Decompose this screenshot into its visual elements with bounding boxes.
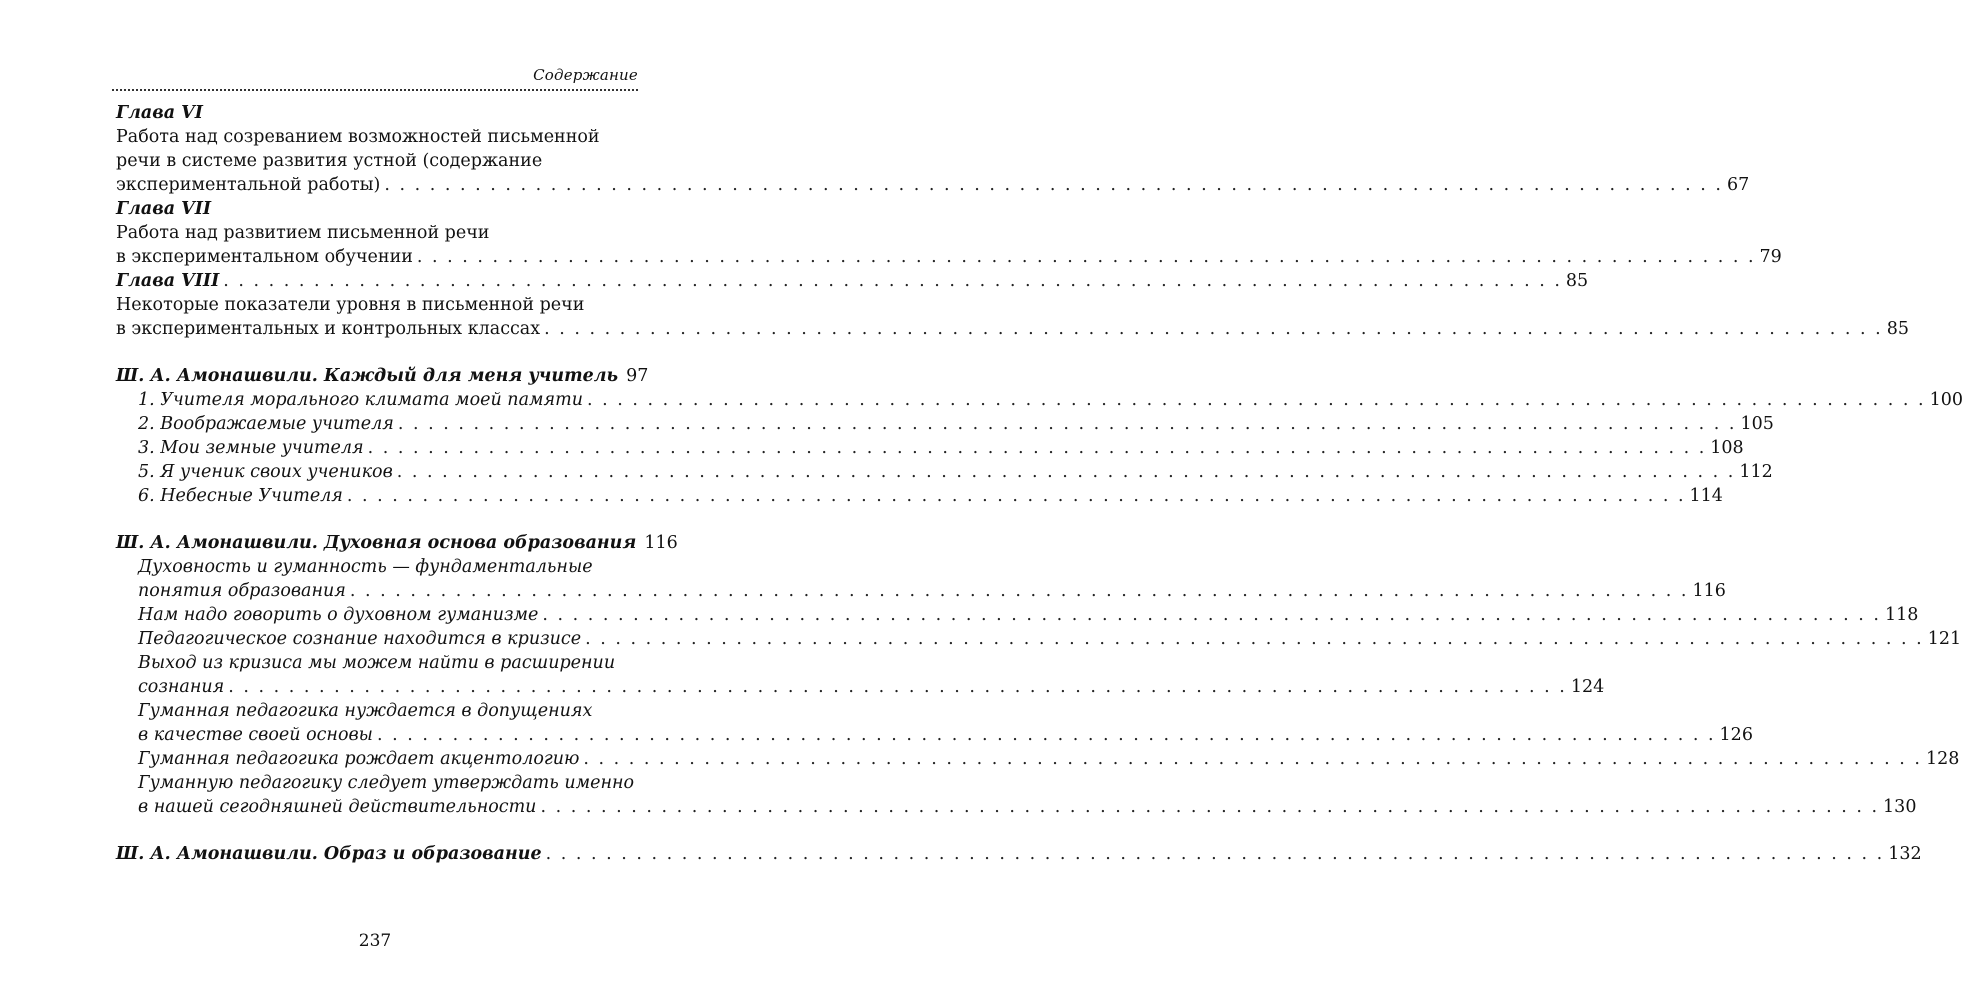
dot-leader [398,412,1737,436]
toc-entry-page: 116 [644,533,678,553]
dot-leader [417,245,1756,269]
toc-entry-title: в экспериментальных и контрольных классах [116,319,541,339]
toc-entry [116,460,1773,484]
toc-entry-page: 100 [1929,390,1963,410]
toc-entry-title: Педагогическое сознание находится в кризисе [138,629,582,649]
toc-entry [116,651,630,675]
toc-entry-title: Выход из кризиса мы можем найти в расширении [138,653,616,673]
dot-leader [350,579,1689,603]
toc-entry [116,723,1753,747]
toc-entry [116,197,630,221]
dot-leader [384,173,1723,197]
toc-entry-title: Работа над созреванием возможностей письменной [116,127,600,147]
dot-leader [583,747,1922,771]
toc-entry-page: 128 [1926,749,1960,769]
toc-entry-page: 67 [1727,175,1750,195]
toc-entry-title: 5. Я ученик своих учеников [138,462,393,482]
toc-entry [116,842,1922,866]
toc-entry-page: 116 [1692,581,1726,601]
toc-entry [116,531,678,555]
toc-entry [116,293,630,317]
toc-entry-title: в качестве своей основы [138,725,373,745]
toc-entry-title: понятия образования [138,581,346,601]
toc-entry-page: 121 [1927,629,1962,649]
table-of-contents [116,101,1963,866]
toc-entry [116,388,1963,412]
toc-entry-title: Работа над развитием письменной речи [116,223,490,243]
toc-entry-page: 114 [1689,486,1723,506]
toc-entry [116,675,1605,699]
toc-entry [116,269,1589,293]
toc-entry [116,245,1782,269]
toc-entry [116,555,630,579]
toc-entry [116,771,635,795]
toc-entry-title: 3. Мои земные учителя [138,438,364,458]
toc-entry [116,149,630,173]
toc-entry [116,173,1750,197]
toc-entry-page: 132 [1888,844,1922,864]
section-gap [116,341,630,364]
toc-entry-page: 105 [1740,414,1774,434]
dot-leader [228,675,1567,699]
toc-entry-title: в экспериментальном обучении [116,247,413,267]
section-gap [116,819,630,842]
toc-entry-title: Ш. А. Амонашвили. Каждый для меня учитель [116,366,619,386]
dot-leader [540,795,1879,819]
toc-entry-page: 118 [1885,605,1919,625]
toc-entry-title: экспериментальной работы) [116,175,381,195]
toc-entry-title: Глава VII [116,199,212,219]
toc-entry-title: Некоторые показатели уровня в письменной речи [116,295,585,315]
toc-entry-page: 112 [1739,462,1773,482]
toc-entry [116,627,1962,651]
toc-entry [116,747,1960,771]
toc-entry-page: 79 [1759,247,1782,267]
toc-entry [116,579,1726,603]
toc-entry-title: Гуманную педагогику следует утверждать именно [138,773,635,793]
dot-leader [368,436,1707,460]
toc-entry [116,699,630,723]
toc-entry [116,125,630,149]
toc-entry-title: Духовность и гуманность — фундаментальные [138,557,593,577]
toc-entry [116,603,1919,627]
dot-leader [397,460,1736,484]
toc-entry [116,101,630,125]
toc-entry [116,221,630,245]
toc-entry [116,795,1917,819]
toc-entry [116,364,649,388]
page-number: 237 [358,931,392,951]
dot-leader [546,842,1885,866]
running-head: Содержание [533,66,638,84]
header-dotted-rule [112,89,638,91]
toc-entry-title: Нам надо говорить о духовном гуманизме [138,605,539,625]
toc-entry-title: 2. Воображаемые учителя [138,414,394,434]
dot-leader [587,388,1926,412]
dot-leader [542,603,1881,627]
toc-entry-page: 108 [1710,438,1744,458]
toc-entry-title: Гуманная педагогика нуждается в допущениях [138,701,593,721]
toc-entry-title: Ш. А. Амонашвили. Духовная основа образования [116,533,637,553]
dot-leader [585,627,1924,651]
toc-entry [116,412,1774,436]
dot-leader [347,484,1686,508]
toc-entry-page: 85 [1565,271,1589,291]
toc-entry-title: Ш. А. Амонашвили. Образ и образование [116,844,542,864]
toc-entry-page: 126 [1719,725,1753,745]
section-gap [116,508,630,531]
toc-entry [116,317,1909,341]
dot-leader [377,723,1716,747]
toc-entry-title: 1. Учителя морального климата моей памяти [138,390,583,410]
toc-entry [116,436,1744,460]
toc-entry-title: Глава VIII [116,271,220,291]
toc-entry [116,484,1723,508]
toc-entry-page: 130 [1883,797,1917,817]
toc-entry-page: 85 [1886,319,1909,339]
toc-entry-title: в нашей сегодняшней действительности [138,797,537,817]
toc-entry-title: Гуманная педагогика рождает акцентологию [138,749,580,769]
dot-leader [544,317,1883,341]
toc-entry-page: 124 [1570,677,1605,697]
toc-entry-title: сознания [138,677,225,697]
toc-entry-title: Глава VI [116,103,203,123]
toc-entry-title: 6. Небесные Учителя [138,486,343,506]
toc-entry-title: речи в системе развития устной (содержание [116,151,543,171]
toc-entry-page: 97 [626,366,649,386]
dot-leader [223,269,1562,293]
